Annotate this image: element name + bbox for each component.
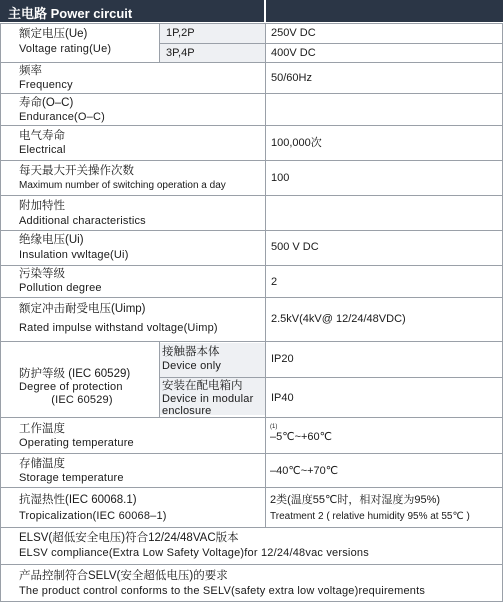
- ip40-value: IP40: [271, 392, 294, 404]
- row-divider: [0, 564, 503, 565]
- col-divider: [159, 341, 160, 418]
- frequency-label-cn: 频率: [19, 65, 42, 77]
- row-divider: [0, 62, 503, 63]
- row-divider: [0, 23, 503, 24]
- impulse-value: 2.5kV(4kV@ 12/24/48VDC): [271, 313, 406, 325]
- protection-label-en-2: (IEC 60529): [51, 394, 113, 406]
- insulation-value: 500 V DC: [271, 241, 319, 253]
- pollution-value: 2: [271, 276, 278, 288]
- electrical-value: 100,000次: [271, 137, 322, 149]
- impulse-label-en: Rated impulse withstand voltage(Uimp): [19, 322, 218, 334]
- row-divider: [0, 93, 503, 94]
- tropicalization-value-en: Treatment 2 ( relative humidity 95% at 55℃ ): [270, 511, 470, 522]
- frequency-value: 50/60Hz: [271, 72, 312, 84]
- operating-temp-label-cn: 工作温度: [19, 423, 65, 435]
- enclosure-cn: 安装在配电箱内: [162, 380, 243, 392]
- storage-temp-value: –40℃~+70℃: [270, 465, 339, 477]
- row-divider: [160, 43, 503, 44]
- electrical-label-cn: 电气寿命: [19, 130, 65, 142]
- poles-3p-4p: 3P,4P: [166, 47, 195, 59]
- tropicalization-label-cn: 抗湿热性(IEC 60068.1): [19, 494, 137, 506]
- selv-note-cn: 产品控制符合SELV(安全超低电压)的要求: [19, 570, 228, 582]
- operating-temp-value: –5℃~+60℃: [270, 431, 333, 443]
- row-divider: [0, 230, 503, 231]
- row-divider: [0, 265, 503, 266]
- pollution-label-en: Pollution degree: [19, 282, 102, 294]
- voltage-1p-2p-value: 250V DC: [271, 27, 316, 39]
- row-divider: [0, 160, 503, 161]
- selv-note-en: The product control conforms to the SELV(safety extra low voltage)requirements: [19, 585, 426, 597]
- frequency-label-en: Frequency: [19, 79, 73, 91]
- row-divider: [0, 453, 503, 454]
- endurance-label-cn: 寿命(O–C): [19, 97, 74, 109]
- insulation-label-en: Insulation vwltage(Ui): [19, 249, 129, 261]
- storage-temp-label-cn: 存储温度: [19, 458, 65, 470]
- operating-temp-label-en: Operating temperature: [19, 437, 134, 449]
- poles-1p-2p: 1P,2P: [166, 27, 195, 39]
- electrical-label-en: Electrical: [19, 144, 66, 156]
- insulation-label-cn: 绝缘电压(Ui): [19, 234, 84, 246]
- device-only-en: Device only: [162, 360, 222, 372]
- elsv-note-en: ELSV compliance(Extra Low Safety Voltage)for 12/24/48vac versions: [19, 547, 369, 559]
- rated-voltage-label-en: Voltage rating(Ue): [19, 43, 112, 55]
- enclosure-en-1: Device in modular: [162, 393, 254, 405]
- row-divider: [0, 417, 503, 418]
- section-header: [0, 0, 264, 22]
- section-header-right: [266, 0, 503, 22]
- additional-label-cn: 附加特性: [19, 200, 65, 212]
- max-ops-label-cn: 每天最大开关操作次数: [19, 165, 134, 177]
- max-ops-value: 100: [271, 172, 290, 184]
- elsv-note-cn: ELSV(超低安全电压)符合12/24/48VAC版本: [19, 532, 239, 544]
- row-divider: [160, 377, 503, 378]
- section-title: 主电路 Power circuit: [8, 6, 133, 21]
- row-divider: [0, 195, 503, 196]
- additional-label-en: Additional characteristics: [19, 215, 146, 227]
- row-divider: [0, 601, 503, 602]
- row-divider: [0, 487, 503, 488]
- protection-label-en-1: Degree of protection: [19, 381, 123, 393]
- row-divider: [0, 125, 503, 126]
- tropicalization-label-en: Tropicalization(IEC 60068–1): [19, 510, 167, 522]
- protection-label-cn: 防护等级 (IEC 60529): [19, 368, 131, 380]
- pollution-label-cn: 污染等级: [19, 268, 65, 280]
- tropicalization-value-cn: 2类(温度55℃时，相对湿度为95%): [270, 494, 441, 506]
- row-divider: [0, 297, 503, 298]
- rated-voltage-label-cn: 额定电压(Ue): [19, 28, 88, 40]
- storage-temp-label-en: Storage temperature: [19, 472, 124, 484]
- device-only-cn: 接触器本体: [162, 346, 220, 358]
- endurance-label-en: Endurance(O–C): [19, 111, 105, 123]
- max-ops-label-en: Maximum number of switching operation a day: [19, 180, 226, 191]
- row-divider: [0, 341, 503, 342]
- footnote-marker: (1): [270, 424, 278, 430]
- col-divider: [0, 23, 1, 602]
- impulse-label-cn: 额定冲击耐受电压(Uimp): [19, 303, 146, 315]
- enclosure-en-2: enclosure: [162, 405, 212, 417]
- col-divider: [159, 23, 160, 63]
- col-divider: [265, 23, 266, 528]
- ip20-value: IP20: [271, 353, 294, 365]
- row-divider: [0, 527, 503, 528]
- voltage-3p-4p-value: 400V DC: [271, 47, 316, 59]
